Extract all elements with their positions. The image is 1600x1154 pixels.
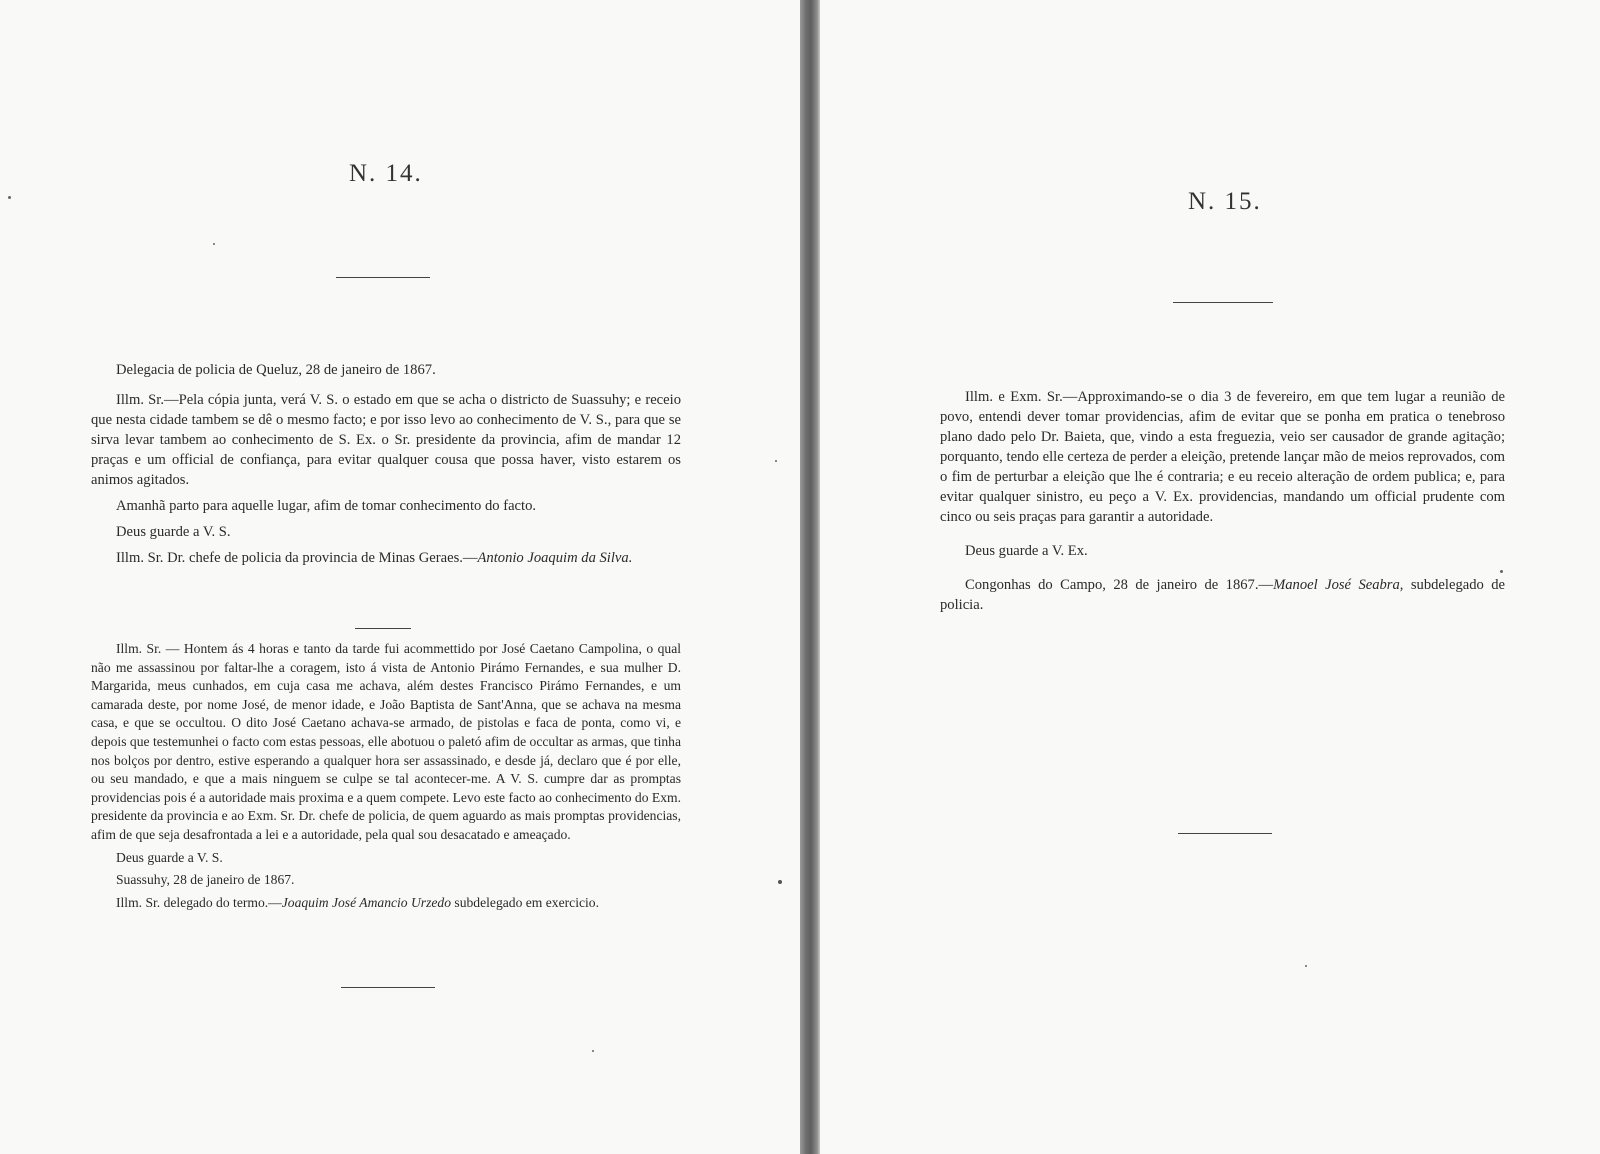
signer-role: , subdelegado de policia.: [940, 577, 1506, 613]
letter-place-date: [940, 575, 1505, 615]
end-divider: [341, 987, 435, 988]
address-text: Illm. Sr. Dr. chefe de policia da provincia de Minas Geraes.—: [116, 550, 478, 566]
title-divider: [1173, 302, 1273, 303]
enclosure-closing: Deus guarde a V. S.: [116, 849, 223, 865]
section-divider: [355, 628, 411, 629]
document-14-text: [91, 360, 681, 574]
paper-speck: [592, 1050, 594, 1052]
book-gutter: [800, 0, 820, 1154]
signer-role: subdelegado em exercicio.: [451, 894, 599, 910]
right-page: [820, 0, 1600, 1154]
paper-speck: [1305, 965, 1307, 967]
enclosure-body: Illm. Sr. — Hontem ás 4 horas e tanto da tarde fui acommettido por José Caetano Campolina, o qual não me assassinou por faltar-lhe a coragem, isto á vista de Antonio Pirámo Fernandes, e sua mulher D. Margarida, meus cunhados, em cuja casa me achava, além destes Francisco Pirámo Fernandes, e um camarada deste, por nome José, de menor idade, e João Baptista de Sant'Anna, que se achava na mesma casa, e que se occultou. O dito José Caetano achava-se armado, de pistolas e faca de ponta, como vi, e depois que testemunhei o facto com estas pessoas, elle abotuou o paletó afim de occultar as armas, que tinha nos bolços por dentro, estive esperando a qualquer hora ser assassinado, e desde já, declaro que é por elle, ou seu mandado, e que a mais ninguem se culpe se tal acontecer-me. A V. S. cumpre dar as promptas providencias pois é a autoridade mais proxima e a quem compete. Levo este facto ao conhecimento do Exm. presidente da provincia e ao Exm. Sr. Dr. chefe de policia, de quem aguardo as mais promptas providencias, afim de que seja desafrontada a lei e a autoridade, pela qual sou desacatado e ameaçado.: [91, 641, 681, 842]
signature: Antonio Joaquim da Silva.: [477, 550, 633, 566]
letter-heading: Delegacia de policia de Queluz, 28 de janeiro de 1867.: [116, 362, 436, 378]
document-15-text: [940, 387, 1505, 621]
address-text: Illm. Sr. delegado do termo.—: [116, 894, 282, 910]
enclosure-place-date: Suassuhy, 28 de janeiro de 1867.: [116, 872, 295, 888]
paper-speck: [775, 460, 777, 462]
place-date: Congonhas do Campo, 28 de janeiro de 1867.—: [965, 577, 1274, 593]
signature: Joaquim José Amancio Urzedo: [281, 894, 452, 910]
letter-closing: Deus guarde a V. S.: [116, 524, 231, 540]
enclosure-address: [91, 894, 681, 913]
paper-speck: [213, 243, 215, 245]
title-divider: [336, 277, 430, 278]
letter-closing: Deus guarde a V. Ex.: [965, 543, 1088, 559]
enclosure-text: [91, 640, 681, 916]
letter-body: Illm. e Exm. Sr.—Approximando-se o dia 3 de fevereiro, em que tem lugar a reunião de povo, entendi dever tomar providencias, afim de evitar que se ponha em pratica o tenebroso plano dado pelo Dr. Baieta, que, vindo a esta freguezia, veio ser causador de grande agitação; porquanto, tendo elle certeza de perder a eleição, pretende lançar mão de meios reprovados, com o fim de perturbar a eleição que lhe é contraria; e eu receio alteração de ordem publica; e, para evitar qualquer sinistro, eu peço a V. Ex. providencias, mandando um official prudente com cinco ou seis praças para garantir a autoridade.: [940, 389, 1505, 525]
letter-body-continued: Amanhã parto para aquelle lugar, afim de tomar conhecimento do facto.: [116, 498, 537, 514]
document-number-14: N. 14.: [349, 160, 423, 187]
paper-speck: [1500, 570, 1503, 573]
letter-address: [91, 548, 681, 568]
signature: Manoel José Seabra: [1273, 577, 1400, 593]
paper-speck: [8, 196, 11, 199]
document-number-15: N. 15.: [1188, 188, 1262, 215]
paper-speck: [778, 880, 782, 884]
letter-body: Illm. Sr.—Pela cópia junta, verá V. S. o estado em que se acha o districto de Suassuhy; e receio que nesta cidade tambem se dê o mesmo facto; e por isso levo ao conhecimento de V. S., para que se sirva levar tambem ao conhecimento de S. Ex. o Sr. presidente da provincia, afim de mandar 12 praças e um official de confiança, para evitar qualquer cousa que possa haver, visto estarem os animos agitados.: [91, 392, 681, 488]
end-divider: [1178, 833, 1272, 834]
